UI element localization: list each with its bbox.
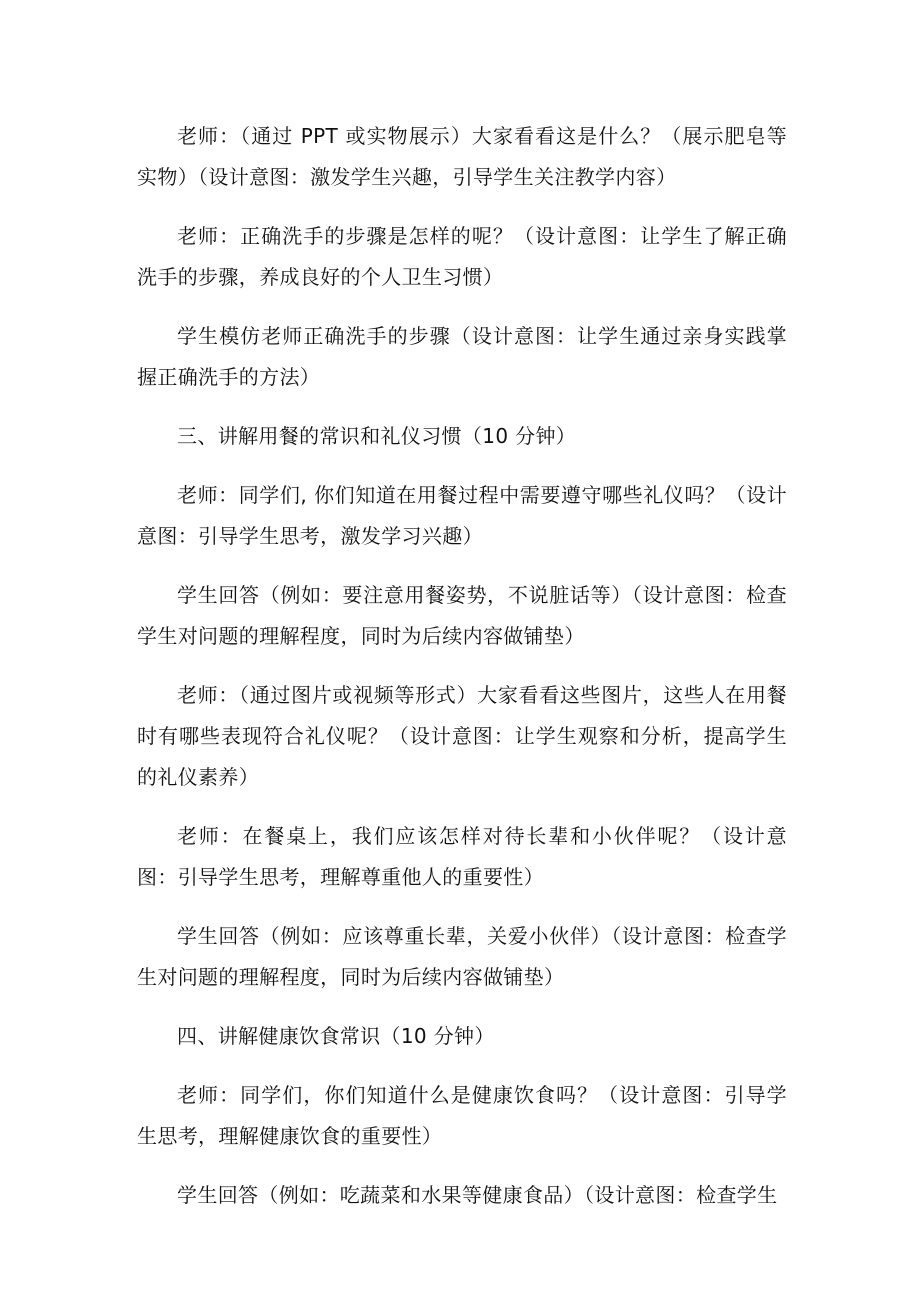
section-heading: 四、讲解健康饮食常识（10 分钟） <box>177 1024 495 1048</box>
paragraph: 学生模仿老师正确洗手的步骤（设计意图：让学生通过亲身实践掌握正确洗手的方法） <box>137 324 787 389</box>
document-body <box>137 116 787 1234</box>
paragraph: 老师：在餐桌上，我们应该怎样对待长辈和小伙伴呢？（设计意图：引导学生思考，理解尊重他人的重要性） <box>137 824 787 889</box>
section-heading: 三、讲解用餐的常识和礼仪习惯（10 分钟） <box>177 424 577 448</box>
paragraph: 老师：同学们，你们知道什么是健康饮食吗？（设计意图：引导学生思考，理解健康饮食的重要性） <box>137 1083 787 1148</box>
paragraph: 学生回答（例如：应该尊重长辈，关爱小伙伴）（设计意图：检查学生对问题的理解程度，同时为后续内容做铺垫） <box>137 924 787 989</box>
paragraph: 老师：（通过 PPT 或实物展示）大家看看这是什么？（展示肥皂等实物）（设计意图：激发学生兴趣，引导学生关注教学内容） <box>137 124 787 189</box>
paragraph: 老师：（通过图片或视频等形式）大家看看这些图片，这些人在用餐时有哪些表现符合礼仪呢？（设计意图：让学生观察和分析，提高学生的礼仪素养） <box>137 683 787 789</box>
paragraph: 学生回答（例如：吃蔬菜和水果等健康食品）（设计意图：检查学生 <box>177 1183 778 1207</box>
paragraph: 学生回答（例如：要注意用餐姿势，不说脏话等）（设计意图：检查学生对问题的理解程度，同时为后续内容做铺垫） <box>137 583 787 648</box>
paragraph: 老师：同学们, 你们知道在用餐过程中需要遵守哪些礼仪吗？（设计意图：引导学生思考，激发学习兴趣） <box>137 483 787 548</box>
paragraph: 老师：正确洗手的步骤是怎样的呢？（设计意图：让学生了解正确洗手的步骤，养成良好的个人卫生习惯） <box>137 224 787 289</box>
